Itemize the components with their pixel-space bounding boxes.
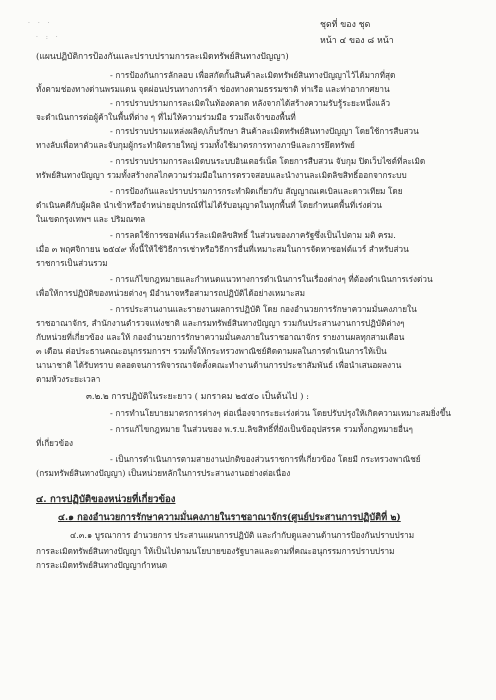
body-line: เมื่อ ๓ พฤศจิกายน ๒๕๔๙ ทั้งนี้ให้ใช้วิธีการเช่าหรือวิธีการอื่นที่เหมาะสมในการจัดหาซอฟต์แวร์ สำหรับส่วน <box>36 244 409 254</box>
body-line: ตามห้วงระยะเวลา <box>36 374 101 384</box>
heading-section-4: ๔. การปฏิบัติของหน่วยที่เกี่ยวข้อง <box>36 494 176 505</box>
body-line: ทางลับเพื่อหาตัวและจับกุมผู้กระทำผิดรายใหญ่ รวมทั้งใช้มาตรการทางภาษีและการยึดทรัพย์ <box>36 140 355 150</box>
header-page-number: หน้า ๔ ของ ๘ หน้า <box>320 36 394 46</box>
body-line: ๓ เดือน ต่อประธานคณะอนุกรรมการฯ รวมทั้งให้กระทรวงพาณิชย์ติดตามผลในการดำเนินการให้เป็น <box>36 346 387 356</box>
body-line: (กรมทรัพย์สินทางปัญญา) เป็นหน่วยหลักในการประสานงานอย่างต่อเนื่อง <box>36 468 291 478</box>
body-line: ราชอาณาจักร, สำนักงานตำรวจแห่งชาติ และกรมทรัพย์สินทางปัญญา รวมกันประสานงานการปฏิบัติต่างๆ <box>36 318 405 328</box>
body-line: ทั้งตามช่องทางด่านพรมแดน จุดผ่อนปรนทางการค้า ช่องทางตามธรรมชาติ ท่าเรือ และท่าอากาศยาน <box>36 84 390 94</box>
body-line: - การแก้ไขกฎหมาย ในส่วนของ พ.ร.บ.ลิขสิทธิ์ที่ยังเป็นข้ออุปสรรค รวมทั้งกฎหมายอื่นๆ <box>110 424 413 434</box>
body-line: ราชการเป็นส่วนรวม <box>36 258 108 268</box>
body-line: การละเมิดทรัพย์สินทางปัญญากำหนด <box>36 560 168 570</box>
body-line: กับหน่วยที่เกี่ยวข้อง และให้ กองอำนวยการรักษาความมั่นคงภายในราชอาณาจักร รายงานผลทุกสามเดือน <box>36 332 405 342</box>
body-line: นานาชาติ ได้รับทราบ ตลอดจนการพิจารณาจัดตั้งคณะทำงานด้านการประชาสัมพันธ์ เพื่อนำเสนอผลงาน <box>36 360 402 370</box>
header-set-number: ชุดที่ ของ ชุด <box>320 20 371 30</box>
body-line: เพื่อให้การปฏิบัติของหน่วยต่างๆ มีอำนาจหรือสามารถปฏิบัติได้อย่างเหมาะสม <box>36 288 305 298</box>
scan-speckle: · · · <box>28 20 53 27</box>
body-line: - การปราบปรามการละเมิดบนระบบอินเตอร์เน็ต โดยการสืบสวน จับกุม ปิดเว็บไซต์ที่ละเมิด <box>110 156 426 166</box>
section-long-term: ๓.๒.๒ การปฏิบัติในระยะยาว ( มกราคม ๒๕๕๐ เป็นต้นไป ) : <box>86 392 310 402</box>
body-line: - การประสานงานและรายงานผลการปฏิบัติ โดย กองอำนวยการรักษาความมั่นคงภายใน <box>110 304 417 314</box>
body-line: - การแก้ไขกฎหมายและกำหนดแนวทางการดำเนินการในเรื่องต่างๆ ที่ต้องดำเนินการเร่งด่วน <box>110 274 433 284</box>
body-line: - เป็นการดำเนินการตามสายงานปกติของส่วนราชการที่เกี่ยวข้อง โดยมี กระทรวงพาณิชย์ <box>110 454 421 464</box>
body-line: การละเมิดทรัพย์สินทางปัญญา ให้เป็นไปตามนโยบายของรัฐบาลและตามที่คณะอนุกรรมการปราบปราม <box>36 546 395 556</box>
body-line: ในเขตกรุงเทพฯ และ ปริมณฑล <box>36 214 146 224</box>
body-line: ดำเนินคดีกับผู้ผลิต นำเข้าหรือจำหน่ายอุปกรณ์ที่ไม่ได้รับอนุญาตในทุกพื้นที่ โดยกำหนดพื้นที่เร่งด่วน <box>36 200 382 210</box>
body-line: - การปราบปรามแหล่งผลิต/เก็บรักษา สินค้าละเมิดทรัพย์สินทางปัญญา โดยใช้การสืบสวน <box>110 126 419 136</box>
body-line: - การป้องกันและปราบปรามการกระทำผิดเกี่ยวกับ สัญญาณเคเบิลและดาวเทียม โดย <box>110 186 403 196</box>
body-line: จะดำเนินการต่อผู้ค้าในพื้นที่ต่าง ๆ ที่ไม่ให้ความร่วมมือ รวมถึงเจ้าของพื้นที่ <box>36 112 296 122</box>
body-line: - การปราบปรามการละเมิดในท้องตลาด หลังจากได้สร้างความรับรู้ระยะหนึ่งแล้ว <box>110 98 391 108</box>
body-line: ๔.๓.๑ บูรณาการ อำนวยการ ประสานแผนการปฏิบัติ และกำกับดูแลงานด้านการป้องกันปราบปราม <box>70 530 415 540</box>
body-line: - การป้องกันการลักลอบ เพื่อสกัดกั้นสินค้าละเมิดทรัพย์สินทางปัญญาไว้ได้มากที่สุด <box>110 70 396 80</box>
body-line: ที่เกี่ยวข้อง <box>36 438 74 448</box>
scan-speckle: · : · <box>36 34 61 41</box>
body-line: ทรัพย์สินทางปัญญา รวมทั้งสร้างกลไกความร่วมมือในการตรวจสอบและนำงานละเมิดลิขสิทธิ์ออกจากระบบ <box>36 170 407 180</box>
body-line: - การลดใช้การซอฟต์แวร์ละเมิดลิขสิทธิ์ ในส่วนของภาครัฐซึ่งเป็นไปตาม มติ ครม. <box>110 230 396 240</box>
body-line: - การทำนโยบายมาตรการต่างๆ ต่อเนื่องจากระยะเร่งด่วน โดยปรับปรุงให้เกิดความเหมาะสมยิ่งขึ้น <box>110 408 451 418</box>
document-subtitle: (แผนปฏิบัติการป้องกันและปราบปรามการละเมิดทรัพย์สินทางปัญญา) <box>36 52 289 62</box>
heading-section-4-1: ๔.๑ กองอำนวยการรักษาความมั่นคงภายในราชอาณาจักร(ศูนย์ประสานการปฏิบัติที่ ๒) <box>58 512 401 523</box>
